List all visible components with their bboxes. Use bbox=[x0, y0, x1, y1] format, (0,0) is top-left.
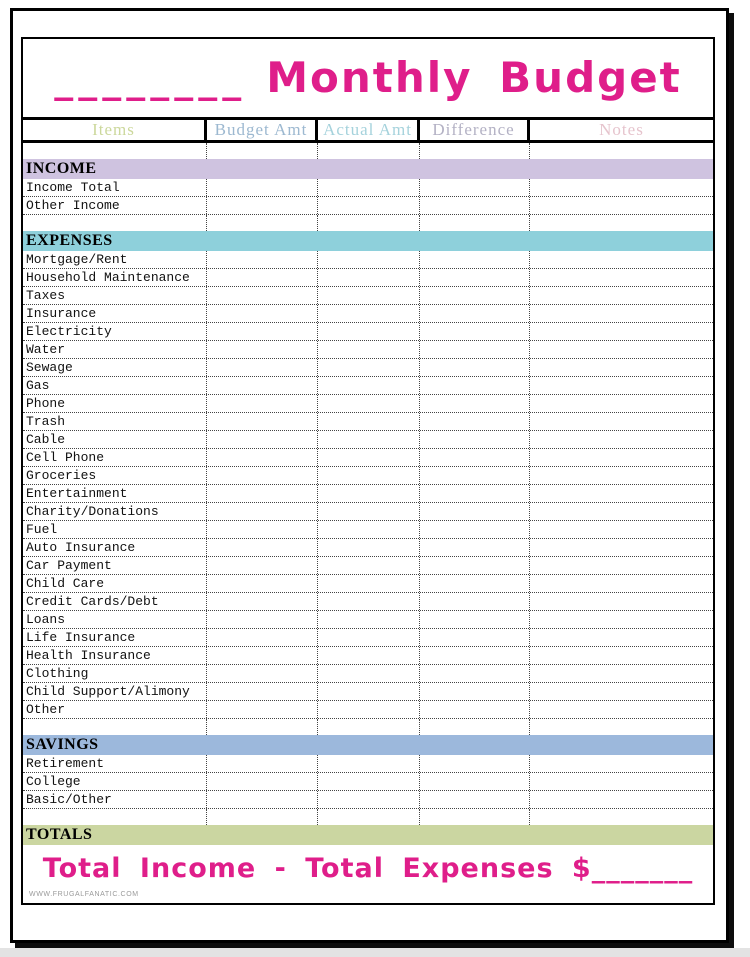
budget-amt-cell[interactable] bbox=[207, 629, 318, 646]
difference-cell[interactable] bbox=[420, 593, 530, 610]
budget-amt-cell[interactable] bbox=[207, 269, 318, 286]
budget-amt-cell[interactable] bbox=[207, 377, 318, 394]
item-label-cell: Income Total bbox=[23, 179, 207, 196]
budget-amt-cell[interactable] bbox=[207, 413, 318, 430]
spacer-row bbox=[23, 215, 713, 231]
item-label-cell: Groceries bbox=[23, 467, 207, 484]
budget-amt-cell[interactable] bbox=[207, 485, 318, 502]
notes-cell[interactable] bbox=[530, 449, 713, 466]
budget-amt-cell[interactable] bbox=[207, 323, 318, 340]
item-label-cell: Water bbox=[23, 341, 207, 358]
watermark: WWW.FRUGALFANATIC.COM bbox=[29, 891, 139, 898]
table-row bbox=[23, 521, 713, 539]
spacer-cell bbox=[318, 809, 420, 825]
screenshot-bottom-strip bbox=[0, 948, 750, 957]
actual-amt-cell[interactable] bbox=[318, 305, 420, 322]
budget-amt-cell[interactable] bbox=[207, 683, 318, 700]
spacer-cell bbox=[207, 809, 318, 825]
actual-amt-cell[interactable] bbox=[318, 413, 420, 430]
title-text: Monthly Budget bbox=[266, 53, 682, 102]
actual-amt-cell[interactable] bbox=[318, 593, 420, 610]
item-label-cell: Charity/Donations bbox=[23, 503, 207, 520]
actual-amt-cell[interactable] bbox=[318, 179, 420, 196]
budget-amt-cell[interactable] bbox=[207, 647, 318, 664]
item-label-cell: Loans bbox=[23, 611, 207, 628]
spacer-cell bbox=[530, 809, 713, 825]
section-label: SAVINGS bbox=[26, 736, 99, 753]
section-label: EXPENSES bbox=[26, 232, 113, 249]
item-label-cell: Electricity bbox=[23, 323, 207, 340]
budget-amt-cell[interactable] bbox=[207, 395, 318, 412]
budget-amt-cell[interactable] bbox=[207, 449, 318, 466]
item-label-cell: Other bbox=[23, 701, 207, 718]
spacer-cell bbox=[23, 809, 207, 825]
table-row bbox=[23, 611, 713, 629]
budget-amt-cell[interactable] bbox=[207, 341, 318, 358]
notes-cell[interactable] bbox=[530, 413, 713, 430]
difference-cell[interactable] bbox=[420, 791, 530, 808]
actual-amt-cell[interactable] bbox=[318, 665, 420, 682]
spacer-cell bbox=[23, 215, 207, 231]
budget-amt-cell[interactable] bbox=[207, 575, 318, 592]
item-label-cell: Retirement bbox=[23, 755, 207, 772]
notes-cell[interactable] bbox=[530, 341, 713, 358]
table-row bbox=[23, 395, 713, 413]
difference-cell[interactable] bbox=[420, 359, 530, 376]
actual-amt-cell[interactable] bbox=[318, 467, 420, 484]
actual-amt-cell[interactable] bbox=[318, 521, 420, 538]
spacer-cell bbox=[420, 143, 530, 159]
table-row bbox=[23, 359, 713, 377]
budget-amt-cell[interactable] bbox=[207, 503, 318, 520]
notes-cell[interactable] bbox=[530, 683, 713, 700]
difference-cell[interactable] bbox=[420, 611, 530, 628]
difference-cell[interactable] bbox=[420, 629, 530, 646]
notes-cell[interactable] bbox=[530, 575, 713, 592]
table-row bbox=[23, 593, 713, 611]
notes-cell[interactable] bbox=[530, 773, 713, 790]
item-label-cell: Life Insurance bbox=[23, 629, 207, 646]
actual-amt-cell[interactable] bbox=[318, 449, 420, 466]
item-label-cell: College bbox=[23, 773, 207, 790]
column-header-difference: Difference bbox=[420, 120, 530, 140]
section-label: INCOME bbox=[26, 160, 97, 177]
spacer-cell bbox=[420, 215, 530, 231]
notes-cell[interactable] bbox=[530, 593, 713, 610]
difference-cell[interactable] bbox=[420, 395, 530, 412]
item-label-cell: Other Income bbox=[23, 197, 207, 214]
spacer-cell bbox=[530, 143, 713, 159]
actual-amt-cell[interactable] bbox=[318, 251, 420, 268]
table-row bbox=[23, 647, 713, 665]
item-label-cell: Basic/Other bbox=[23, 791, 207, 808]
table-row bbox=[23, 269, 713, 287]
actual-amt-cell[interactable] bbox=[318, 197, 420, 214]
actual-amt-cell[interactable] bbox=[318, 701, 420, 718]
notes-cell[interactable] bbox=[530, 611, 713, 628]
item-label-cell: Credit Cards/Debt bbox=[23, 593, 207, 610]
spacer-cell bbox=[318, 215, 420, 231]
table-row bbox=[23, 575, 713, 593]
item-label-cell: Mortgage/Rent bbox=[23, 251, 207, 268]
item-label-cell: Phone bbox=[23, 395, 207, 412]
difference-cell[interactable] bbox=[420, 269, 530, 286]
spacer-cell bbox=[23, 143, 207, 159]
budget-amt-cell[interactable] bbox=[207, 665, 318, 682]
budget-table bbox=[21, 37, 715, 905]
actual-amt-cell[interactable] bbox=[318, 359, 420, 376]
notes-cell[interactable] bbox=[530, 557, 713, 574]
difference-cell[interactable] bbox=[420, 521, 530, 538]
actual-amt-cell[interactable] bbox=[318, 647, 420, 664]
table-row bbox=[23, 467, 713, 485]
table-row bbox=[23, 287, 713, 305]
budget-amt-cell[interactable] bbox=[207, 359, 318, 376]
item-label-cell: Child Support/Alimony bbox=[23, 683, 207, 700]
budget-amt-cell[interactable] bbox=[207, 305, 318, 322]
difference-cell[interactable] bbox=[420, 251, 530, 268]
spacer-cell bbox=[207, 143, 318, 159]
totals-formula: Total Income - Total Expenses $_______ bbox=[42, 853, 694, 884]
notes-cell[interactable] bbox=[530, 791, 713, 808]
table-row bbox=[23, 791, 713, 809]
notes-cell[interactable] bbox=[530, 395, 713, 412]
printable-page bbox=[10, 8, 729, 943]
actual-amt-cell[interactable] bbox=[318, 791, 420, 808]
table-row bbox=[23, 323, 713, 341]
table-row bbox=[23, 629, 713, 647]
table-row bbox=[23, 485, 713, 503]
actual-amt-cell[interactable] bbox=[318, 575, 420, 592]
table-row bbox=[23, 377, 713, 395]
table-row bbox=[23, 305, 713, 323]
notes-cell[interactable] bbox=[530, 701, 713, 718]
budget-amt-cell[interactable] bbox=[207, 773, 318, 790]
budget-amt-cell[interactable] bbox=[207, 611, 318, 628]
difference-cell[interactable] bbox=[420, 683, 530, 700]
budget-amt-cell[interactable] bbox=[207, 593, 318, 610]
spacer-cell bbox=[207, 215, 318, 231]
notes-cell[interactable] bbox=[530, 287, 713, 304]
notes-cell[interactable] bbox=[530, 665, 713, 682]
notes-cell[interactable] bbox=[530, 431, 713, 448]
actual-amt-cell[interactable] bbox=[318, 341, 420, 358]
notes-cell[interactable] bbox=[530, 521, 713, 538]
column-header-row bbox=[23, 117, 713, 143]
column-header-budget-amt: Budget Amt bbox=[207, 120, 318, 140]
actual-amt-cell[interactable] bbox=[318, 773, 420, 790]
actual-amt-cell[interactable] bbox=[318, 611, 420, 628]
difference-cell[interactable] bbox=[420, 755, 530, 772]
notes-cell[interactable] bbox=[530, 251, 713, 268]
budget-amt-cell[interactable] bbox=[207, 467, 318, 484]
section-header-totals bbox=[23, 825, 713, 845]
actual-amt-cell[interactable] bbox=[318, 431, 420, 448]
notes-cell[interactable] bbox=[530, 197, 713, 214]
table-row bbox=[23, 539, 713, 557]
section-header-expenses bbox=[23, 231, 713, 251]
actual-amt-cell[interactable] bbox=[318, 755, 420, 772]
spacer-cell bbox=[318, 719, 420, 735]
actual-amt-cell[interactable] bbox=[318, 539, 420, 556]
difference-cell[interactable] bbox=[420, 485, 530, 502]
notes-cell[interactable] bbox=[530, 377, 713, 394]
title-blank-line: ________ bbox=[54, 57, 247, 101]
table-row bbox=[23, 683, 713, 701]
spacer-row bbox=[23, 143, 713, 159]
difference-cell[interactable] bbox=[420, 503, 530, 520]
actual-amt-cell[interactable] bbox=[318, 503, 420, 520]
notes-cell[interactable] bbox=[530, 359, 713, 376]
budget-amt-cell[interactable] bbox=[207, 197, 318, 214]
item-label-cell: Auto Insurance bbox=[23, 539, 207, 556]
difference-cell[interactable] bbox=[420, 323, 530, 340]
table-row bbox=[23, 665, 713, 683]
notes-cell[interactable] bbox=[530, 539, 713, 556]
budget-amt-cell[interactable] bbox=[207, 701, 318, 718]
budget-amt-cell[interactable] bbox=[207, 287, 318, 304]
table-row bbox=[23, 413, 713, 431]
difference-cell[interactable] bbox=[420, 539, 530, 556]
actual-amt-cell[interactable] bbox=[318, 557, 420, 574]
spacer-cell bbox=[420, 719, 530, 735]
difference-cell[interactable] bbox=[420, 179, 530, 196]
difference-cell[interactable] bbox=[420, 665, 530, 682]
notes-cell[interactable] bbox=[530, 179, 713, 196]
spacer-row bbox=[23, 719, 713, 735]
spacer-cell bbox=[530, 215, 713, 231]
budget-amt-cell[interactable] bbox=[207, 791, 318, 808]
table-row bbox=[23, 503, 713, 521]
budget-amt-cell[interactable] bbox=[207, 179, 318, 196]
table-row bbox=[23, 341, 713, 359]
spacer-cell bbox=[207, 719, 318, 735]
difference-cell[interactable] bbox=[420, 647, 530, 664]
difference-cell[interactable] bbox=[420, 701, 530, 718]
notes-cell[interactable] bbox=[530, 269, 713, 286]
notes-cell[interactable] bbox=[530, 503, 713, 520]
item-label-cell: Clothing bbox=[23, 665, 207, 682]
actual-amt-cell[interactable] bbox=[318, 485, 420, 502]
item-label-cell: Insurance bbox=[23, 305, 207, 322]
spacer-row bbox=[23, 809, 713, 825]
table-row bbox=[23, 197, 713, 215]
budget-amt-cell[interactable] bbox=[207, 431, 318, 448]
section-label: TOTALS bbox=[26, 826, 93, 843]
item-label-cell: Sewage bbox=[23, 359, 207, 376]
table-row bbox=[23, 251, 713, 269]
table-row bbox=[23, 773, 713, 791]
actual-amt-cell[interactable] bbox=[318, 683, 420, 700]
notes-cell[interactable] bbox=[530, 467, 713, 484]
table-row bbox=[23, 449, 713, 467]
column-header-actual-amt: Actual Amt bbox=[318, 120, 420, 140]
budget-amt-cell[interactable] bbox=[207, 521, 318, 538]
notes-cell[interactable] bbox=[530, 629, 713, 646]
difference-cell[interactable] bbox=[420, 467, 530, 484]
actual-amt-cell[interactable] bbox=[318, 629, 420, 646]
item-label-cell: Trash bbox=[23, 413, 207, 430]
difference-cell[interactable] bbox=[420, 287, 530, 304]
difference-cell[interactable] bbox=[420, 197, 530, 214]
spacer-cell bbox=[530, 719, 713, 735]
column-header-notes: Notes bbox=[599, 120, 644, 139]
item-label-cell: Cable bbox=[23, 431, 207, 448]
item-label-cell: Car Payment bbox=[23, 557, 207, 574]
spacer-cell bbox=[318, 143, 420, 159]
table-row bbox=[23, 701, 713, 719]
difference-cell[interactable] bbox=[420, 773, 530, 790]
item-label-cell: Entertainment bbox=[23, 485, 207, 502]
item-label-cell: Fuel bbox=[23, 521, 207, 538]
difference-cell[interactable] bbox=[420, 575, 530, 592]
table-body bbox=[23, 143, 713, 845]
difference-cell[interactable] bbox=[420, 377, 530, 394]
table-row bbox=[23, 755, 713, 773]
page-title bbox=[23, 39, 713, 117]
table-row bbox=[23, 179, 713, 197]
difference-cell[interactable] bbox=[420, 449, 530, 466]
budget-amt-cell[interactable] bbox=[207, 251, 318, 268]
difference-cell[interactable] bbox=[420, 557, 530, 574]
budget-amt-cell[interactable] bbox=[207, 539, 318, 556]
notes-cell[interactable] bbox=[530, 323, 713, 340]
notes-cell[interactable] bbox=[530, 755, 713, 772]
actual-amt-cell[interactable] bbox=[318, 377, 420, 394]
budget-amt-cell[interactable] bbox=[207, 557, 318, 574]
notes-cell[interactable] bbox=[530, 305, 713, 322]
spacer-cell bbox=[420, 809, 530, 825]
item-label-cell: Cell Phone bbox=[23, 449, 207, 466]
actual-amt-cell[interactable] bbox=[318, 269, 420, 286]
item-label-cell: Gas bbox=[23, 377, 207, 394]
budget-amt-cell[interactable] bbox=[207, 755, 318, 772]
section-header-savings bbox=[23, 735, 713, 755]
difference-cell[interactable] bbox=[420, 413, 530, 430]
section-header-income bbox=[23, 159, 713, 179]
column-header-items: Items bbox=[23, 120, 207, 140]
difference-cell[interactable] bbox=[420, 305, 530, 322]
difference-cell[interactable] bbox=[420, 431, 530, 448]
difference-cell[interactable] bbox=[420, 341, 530, 358]
notes-cell[interactable] bbox=[530, 647, 713, 664]
spacer-cell bbox=[23, 719, 207, 735]
notes-cell[interactable] bbox=[530, 485, 713, 502]
item-label-cell: Child Care bbox=[23, 575, 207, 592]
table-row bbox=[23, 431, 713, 449]
totals-footer bbox=[23, 845, 713, 903]
item-label-cell: Taxes bbox=[23, 287, 207, 304]
actual-amt-cell[interactable] bbox=[318, 395, 420, 412]
actual-amt-cell[interactable] bbox=[318, 323, 420, 340]
table-row bbox=[23, 557, 713, 575]
item-label-cell: Household Maintenance bbox=[23, 269, 207, 286]
item-label-cell: Health Insurance bbox=[23, 647, 207, 664]
actual-amt-cell[interactable] bbox=[318, 287, 420, 304]
